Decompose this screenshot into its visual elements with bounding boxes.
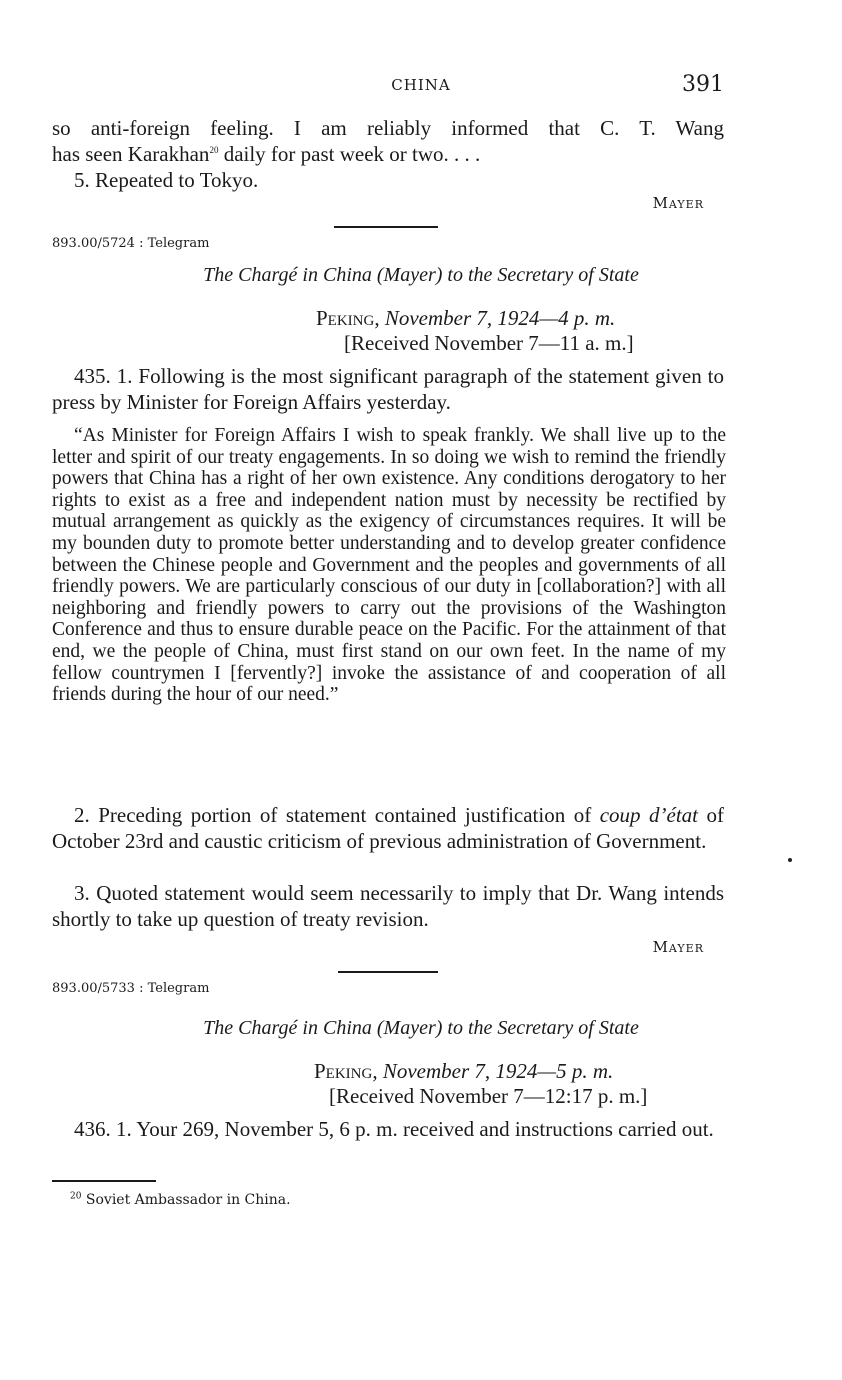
dateline-place: Peking, bbox=[316, 306, 380, 330]
dateline-date: November 7, 1924—5 p. m. bbox=[382, 1059, 614, 1083]
dateline-place: Peking, bbox=[314, 1059, 378, 1083]
paragraph-5: 5. Repeated to Tokyo. bbox=[74, 168, 259, 192]
continuation-paragraph bbox=[52, 115, 724, 167]
paragraph-2: 2. Preceding portion of statement contained justification of coup d’état of October 23rd and caustic criticism of previous administration of Government. bbox=[52, 803, 724, 853]
dateline-date: November 7, 1924—4 p. m. bbox=[384, 306, 616, 330]
footnote-rule bbox=[52, 1180, 156, 1182]
received-line-1: [Received November 7—11 a. m.] bbox=[344, 331, 634, 355]
document-title-2: The Chargé in China (Mayer) to the Secretary of State bbox=[203, 1017, 639, 1039]
continuation-line-1: so anti-foreign feeling. I am reliably informed that C. T. Wang bbox=[52, 116, 724, 140]
dateline-2 bbox=[314, 1059, 613, 1084]
section-divider-1 bbox=[334, 226, 438, 228]
page-number: 391 bbox=[682, 72, 724, 97]
document-title-1: The Chargé in China (Mayer) to the Secretary of State bbox=[203, 264, 639, 286]
dateline-1 bbox=[316, 306, 615, 331]
file-reference-2: 893.00/5733 : Telegram bbox=[52, 981, 210, 996]
file-reference-1: 893.00/5724 : Telegram bbox=[52, 236, 210, 251]
footnote-20 bbox=[70, 1192, 291, 1208]
signature-2: Mayer bbox=[652, 938, 704, 956]
footnote-marker: 20 bbox=[70, 1191, 82, 1202]
stray-mark bbox=[788, 858, 792, 862]
quoted-statement: “As Minister for Foreign Affairs I wish to speak frankly. We shall live up to the letter and spirit of our treaty engagements. In so doing we wish to remind the friendly powers that China has a right of her own existence. Any conditions derogatory to her rights to exist as a free and independent nation must by necessity be rectified by mutual arrangement as quickly as the exigency of circumstances requires. It will be my bounden duty to promote better understanding and to develop greater confidence between the Chinese people and Government and the peoples and governments of all friendly powers. We are particularly conscious of our duty in [collaboration?] with all neighboring and friendly powers to carry out the provisions of the Washington Conference and thus to ensure durable peace on the Pacific. For the attainment of that end, we the people of China, must first stand on our own feet. In the name of my fellow countrymen I [fervently?] invoke the assistance of and cooperation of all friends during the hour of our need.” bbox=[52, 425, 726, 706]
paragraph-435: 435. 1. Following is the most significant paragraph of the statement given to press by Minister for Foreign Affairs yesterday. bbox=[52, 364, 724, 414]
signature-1: Mayer bbox=[652, 194, 704, 212]
running-title: CHINA bbox=[391, 76, 451, 94]
footnote-text: Soviet Ambassador in China. bbox=[81, 1192, 291, 1208]
footnote-reference: 20 bbox=[209, 145, 219, 155]
section-divider-2 bbox=[338, 971, 438, 973]
paragraph-436: 436. 1. Your 269, November 5, 6 p. m. received and instructions carried out. bbox=[74, 1117, 714, 1141]
received-line-2: [Received November 7—12:17 p. m.] bbox=[329, 1084, 648, 1108]
continuation-line-2: has seen Karakhan$^{20}$ daily for past week or two. . . . bbox=[52, 142, 481, 166]
coup-detat: coup d’état bbox=[599, 803, 698, 827]
paragraph-3: 3. Quoted statement would seem necessarily to imply that Dr. Wang intends shortly to take up question of treaty revision. bbox=[52, 881, 724, 931]
